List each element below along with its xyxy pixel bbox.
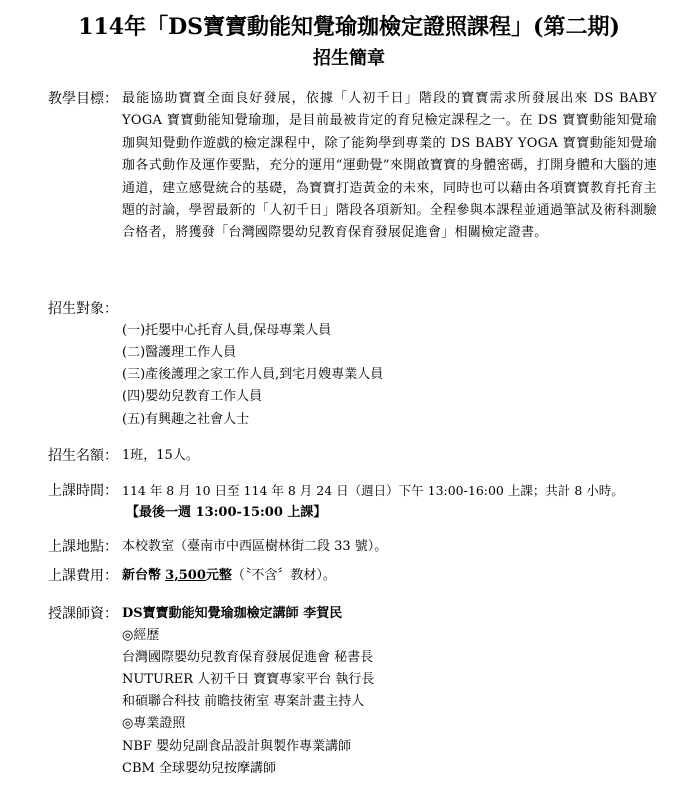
target-item: (三)產後護理之家工作人員,到宅月嫂專業人員 — [122, 367, 384, 382]
target-item: (二)醫護理工作人員 — [122, 345, 237, 360]
fee-label: 上課費用： — [48, 568, 118, 584]
fee-value — [122, 565, 336, 587]
place-value: 本校教室（臺南市中西區樹林街二段 33 號）。 — [122, 539, 388, 554]
place-label: 上課地點： — [48, 539, 118, 555]
teacher-line: NUTURER 人初千日 寶寶專家平台 執行長 — [122, 672, 375, 687]
time-value: 114 年 8 月 10 日至 114 年 8 月 24 日（週日）下午 13:00-16:00 上課；共計 8 小時。 — [122, 483, 624, 498]
fee-suffix: 元整 — [205, 568, 232, 583]
teacher-line: NBF 嬰幼兒副食品設計與製作專業講師 — [122, 739, 352, 754]
page-title: 114年「DS寶寶動能知覺瑜珈檢定證照課程」(第二期) — [78, 14, 620, 40]
fee-amount: 3,500 — [165, 568, 206, 583]
teacher-label: 授課師資： — [48, 606, 118, 622]
time-label: 上課時間： — [48, 483, 118, 499]
teacher-line: ◎經歷 — [122, 628, 160, 643]
targets-label: 招生對象： — [48, 301, 118, 317]
time-note: 【最後一週 13:00-15:00 上課】 — [126, 505, 327, 520]
fee-rest: （〝不含〞教材）。 — [231, 568, 336, 583]
target-item: (五)有興趣之社會人士 — [122, 412, 250, 427]
teacher-line: 台灣國際嬰幼兒教育保育發展促進會 秘書長 — [122, 650, 374, 665]
quota-label: 招生名額： — [48, 448, 118, 464]
quota-value: 1班，15人。 — [122, 448, 199, 463]
teacher-line: ◎專業證照 — [122, 716, 186, 731]
target-item: (四)嬰幼兒教育工作人員 — [122, 389, 263, 404]
teacher-name: DS寶寶動能知覺瑜珈檢定講師 李賀民 — [122, 606, 343, 621]
teacher-line: 和碩聯合科技 前瞻技術室 專案計畫主持人 — [122, 694, 365, 709]
goal-text: 最能協助寶寶全面良好發展，依據「人初千日」階段的寶寶需求所發展出來 DS BABY YOGA 寶寶動能知覺瑜珈，是目前最被肯定的育兒檢定課程之一。在 DS 寶寶動能知覺瑜珈與知覺動作遊戲的檢定課程中，除了能夠學到專業的 DS BABY YOGA 寶寶動能知覺瑜珈各式動作及運作要點，充分的運用“運動覺”來開啟寶寶的身體密碼，打開身體和大腦的連通道，建立感覺統合的基礎，為寶寶打造黃金的未來，同時也可以藉由各項寶寶教育托育主題的討論，學習最新的「人初千日」階段各項新知。全程參與本課程並通過筆試及術科測驗合格者，將獲發「台灣國際嬰幼兒教育保育發展促進會」相關檢定證書。 — [122, 91, 657, 241]
teacher-line: CBM 全球嬰幼兒按摩講師 — [122, 761, 276, 776]
fee-prefix: 新台幣 — [122, 568, 162, 583]
target-item: (一)托嬰中心托育人員,保母專業人員 — [122, 323, 332, 338]
goal-label: 教學目標： — [48, 91, 118, 107]
page-subtitle: 招生簡章 — [313, 48, 385, 69]
